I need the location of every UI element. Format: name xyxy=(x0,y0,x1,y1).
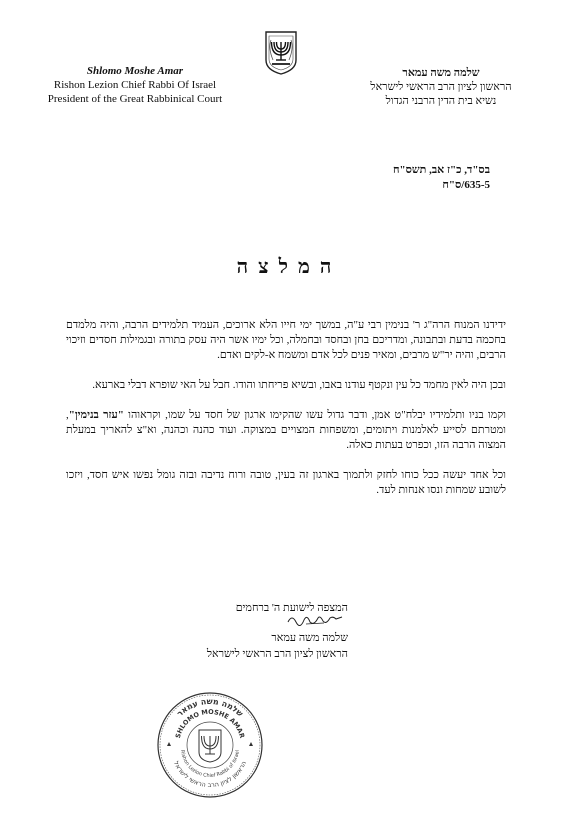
header-en-name: Shlomo Moshe Amar xyxy=(86,65,184,77)
paragraph-3-end: , ומטרתם לסייע לאלמנות ויתומים, ומשפחות המצויים במצוקה. ועוד כהנה וכהנה, וא"צ להאריך במעלת המצוה הרבה הזו, וכפרט בעתות כאלה. xyxy=(66,409,506,451)
date-line: בס"ד, כ"ז אב, תשס"ח xyxy=(393,164,490,176)
document-title: המלצה xyxy=(236,256,342,278)
header-hebrew xyxy=(326,66,556,108)
state-emblem-icon xyxy=(263,30,299,76)
signature-block xyxy=(207,600,348,662)
header-english xyxy=(30,64,240,106)
header-en-title: Rishon Lezion Chief Rabbi Of Israel xyxy=(53,79,217,91)
header-en-court: President of the Great Rabbinical Court xyxy=(47,93,223,105)
stamp-emblem-icon xyxy=(199,730,221,762)
reference-number: 635-5/ס"ח xyxy=(442,179,490,191)
official-stamp xyxy=(155,690,265,800)
paragraph-1: ידידנו המנוח הרה"ג ר' בנימין רבי ע"ה, במשך ימי חייו הלא ארוכים, העמיד תלמידים הרבה, והיה מלמדם בחכמה בדעת ובתבונה, ומדריכם בחן ובחסד ובחמלה, וכל ימיו אשר היה עסק בתורה ובגמילות חסדים וזיכוי הרבים, והיה יר"ש מרבים, ומאיר פנים לכל אדם ומשמח א-לקים ואדם. xyxy=(66,319,506,361)
stamp-top-english: SHLOMO MOSHE AMAR xyxy=(173,707,247,740)
header-he-name: שלמה משה עמאר xyxy=(402,67,480,79)
header-he-court: נשיא בית הדין הרבני הגדול xyxy=(385,95,497,107)
stamp-top-hebrew: שלמה משה עמאר xyxy=(175,696,245,719)
stamp-bottom-english: Rishon Lezion Chief Rabbi of Israel xyxy=(179,749,241,780)
handwritten-signature xyxy=(286,612,346,628)
date-block xyxy=(393,163,490,193)
paragraph-2: ובכן היה לאין מחמד כל עין ונקטף עודנו באבו, ובשיא פריחתו והודו. חבל על האי שופרא דבלי בארעא. xyxy=(92,379,506,391)
paragraph-3-start: וקמו בניו ותלמידיו יבלח"ט אמן, ודבר גדול עשו שהקימו ארגון של חסד על שמו, וקראוהו xyxy=(123,409,506,421)
closing-line: המצפה לישועת ה' ברחמים xyxy=(235,602,348,614)
paragraph-3 xyxy=(66,408,506,453)
paragraph-4: וכל אחד יעשה ככל כוחו לחזק ולתמוך בארגון זה בעין, טובה ורוח נדיבה ובזה גומל נפשו איש חסד, ויזכו לשובע שמחות ונסו אנחות לעד. xyxy=(66,469,506,496)
stamp-bottom-hebrew: הראשון לציון הרב הראשי לישראל xyxy=(171,759,249,790)
signer-name: שלמה משה עמאר xyxy=(271,632,348,644)
organization-name: "עזר בנימין" xyxy=(68,409,124,421)
letter-body xyxy=(66,318,506,513)
signer-title: הראשון לציון הרב הראשי לישראל xyxy=(206,648,348,660)
header-he-title: הראשון לציון הרב הראשי לישראל xyxy=(370,81,512,93)
